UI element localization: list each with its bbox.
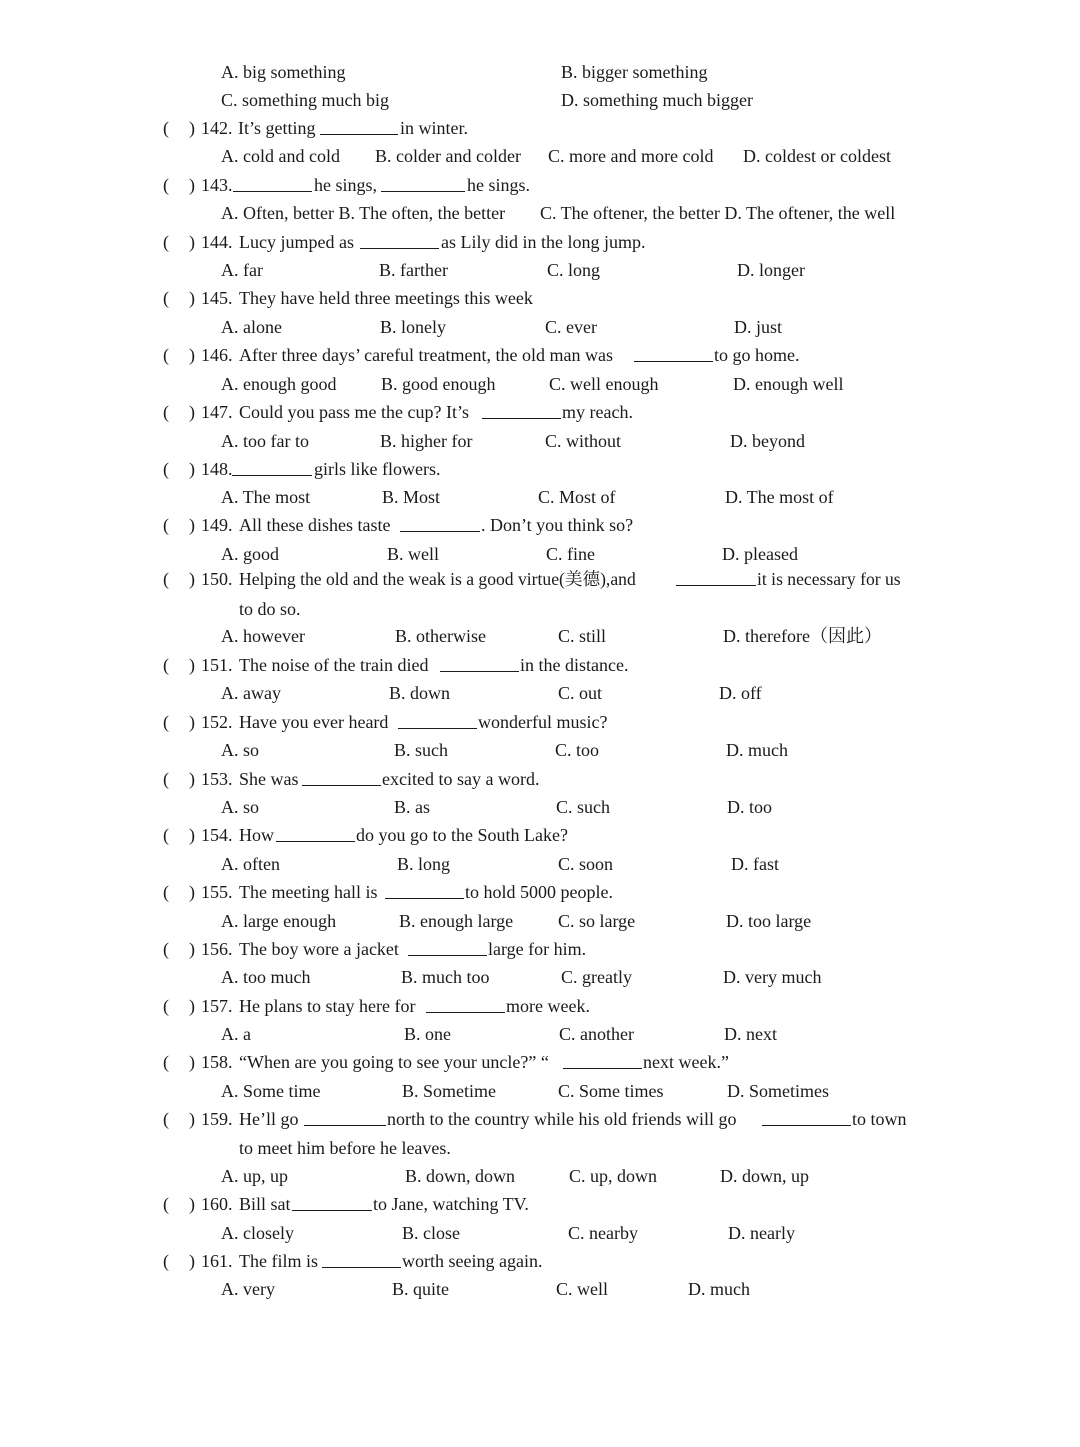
- option: A. enough good: [221, 374, 337, 394]
- option: B. such: [394, 740, 448, 760]
- answer-paren-open[interactable]: (: [163, 175, 169, 195]
- answer-paren-close: ): [189, 882, 195, 902]
- option: A. so: [221, 740, 260, 760]
- option: C. soon: [558, 854, 614, 874]
- answer-paren-close: ): [189, 712, 195, 732]
- question-text: my reach.: [562, 402, 633, 422]
- option: D. much: [688, 1279, 750, 1299]
- option: C. Most of: [538, 487, 616, 507]
- answer-blank[interactable]: [482, 399, 561, 419]
- option: D. therefore（因此）: [723, 626, 882, 646]
- option: A. a: [221, 1024, 251, 1044]
- question-text: to Jane, watching TV.: [373, 1194, 529, 1214]
- question-text: He’ll go: [239, 1109, 299, 1129]
- question-text: next week.”: [643, 1052, 729, 1072]
- answer-paren-open[interactable]: (: [163, 1052, 169, 1072]
- question-text: to do so.: [239, 599, 301, 619]
- question-number: 150.: [201, 569, 233, 589]
- question-number: 151.: [201, 655, 233, 675]
- option: A. big something: [221, 62, 346, 82]
- option: A. Often, better B. The often, the better: [221, 203, 506, 223]
- option: B. long: [397, 854, 451, 874]
- option: C. The oftener, the better D. The oftener, the well: [540, 203, 896, 223]
- answer-paren-close: ): [189, 118, 195, 138]
- answer-paren-close: ): [189, 655, 195, 675]
- question-text: do you go to the South Lake?: [356, 825, 568, 845]
- answer-paren-open[interactable]: (: [163, 118, 169, 138]
- option: A. too much: [221, 967, 311, 987]
- option: B. as: [394, 797, 430, 817]
- option: A. up, up: [221, 1166, 288, 1186]
- answer-paren-close: ): [189, 175, 195, 195]
- answer-paren-close: ): [189, 402, 195, 422]
- option: D. something much bigger: [561, 90, 753, 110]
- option: B. one: [404, 1024, 451, 1044]
- question-text: to meet him before he leaves.: [239, 1138, 451, 1158]
- option: A. too far to: [221, 431, 309, 451]
- option: C. well enough: [549, 374, 659, 394]
- answer-blank[interactable]: [385, 879, 464, 899]
- option: C. such: [556, 797, 610, 817]
- option: D. fast: [731, 854, 779, 874]
- option: C. still: [558, 626, 607, 646]
- answer-blank[interactable]: [634, 342, 713, 362]
- option: D. much: [726, 740, 788, 760]
- question-text: Have you ever heard: [239, 712, 389, 732]
- answer-paren-close: ): [189, 345, 195, 365]
- option: D. too large: [726, 911, 812, 931]
- question-text: She was: [239, 769, 299, 789]
- question-text: girls like flowers.: [314, 459, 441, 479]
- question-text: After three days’ careful treatment, the old man was: [239, 345, 614, 365]
- answer-paren-open[interactable]: (: [163, 712, 169, 732]
- option: C. long: [547, 260, 601, 280]
- option: C. well: [556, 1279, 608, 1299]
- answer-paren-open[interactable]: (: [163, 882, 169, 902]
- option: C. fine: [546, 544, 595, 564]
- option: D. nearly: [728, 1223, 795, 1243]
- option: C. Some times: [558, 1081, 664, 1101]
- question-number: 153.: [201, 769, 233, 789]
- answer-paren-open[interactable]: (: [163, 515, 169, 535]
- answer-blank[interactable]: [360, 229, 439, 249]
- answer-blank[interactable]: [233, 172, 312, 192]
- answer-blank[interactable]: [381, 172, 465, 192]
- question-text: . Don’t you think so?: [481, 515, 634, 535]
- question-number: 142.: [201, 118, 233, 138]
- answer-paren-open[interactable]: (: [163, 655, 169, 675]
- answer-blank[interactable]: [398, 709, 477, 729]
- question-text: wonderful music?: [478, 712, 608, 732]
- question-number: 146.: [201, 345, 233, 365]
- question-number: 148.: [201, 459, 233, 479]
- option: B. quite: [392, 1279, 449, 1299]
- option: D. next: [724, 1024, 777, 1044]
- question-text: Bill sat: [239, 1194, 291, 1214]
- option: C. another: [559, 1024, 634, 1044]
- question-number: 143.: [201, 175, 233, 195]
- answer-paren-close: ): [189, 288, 195, 308]
- answer-paren-close: ): [189, 825, 195, 845]
- answer-paren-close: ): [189, 1052, 195, 1072]
- question-number: 149.: [201, 515, 233, 535]
- question-text: worth seeing again.: [402, 1251, 543, 1271]
- option: C. nearby: [568, 1223, 638, 1243]
- question-text: to town: [852, 1109, 907, 1129]
- question-text: Could you pass me the cup? It’s: [239, 402, 469, 422]
- question-number: 147.: [201, 402, 233, 422]
- answer-blank[interactable]: [676, 566, 756, 586]
- option: D. coldest or coldest: [743, 146, 891, 166]
- answer-paren-open[interactable]: (: [163, 569, 169, 589]
- question-text: The boy wore a jacket: [239, 939, 399, 959]
- option: A. Some time: [221, 1081, 321, 1101]
- question-text: “When are you going to see your uncle?” “: [239, 1052, 549, 1072]
- option: B. close: [402, 1223, 460, 1243]
- option: A. however: [221, 626, 305, 646]
- question-text: more week.: [506, 996, 590, 1016]
- option: B. Sometime: [402, 1081, 496, 1101]
- answer-paren-close: ): [189, 769, 195, 789]
- answer-blank[interactable]: [276, 822, 355, 842]
- option: B. good enough: [381, 374, 496, 394]
- answer-blank[interactable]: [426, 993, 505, 1013]
- option: D. beyond: [730, 431, 805, 451]
- answer-blank[interactable]: [320, 115, 398, 135]
- answer-blank[interactable]: [304, 1106, 386, 1126]
- question-text: Helping the old and the weak is a good virtue(美德),and: [239, 569, 636, 589]
- answer-paren-open[interactable]: (: [163, 1251, 169, 1271]
- option: C. up, down: [569, 1166, 658, 1186]
- option: B. down, down: [405, 1166, 516, 1186]
- option: C. more and more cold: [548, 146, 714, 166]
- question-text: The noise of the train died: [239, 655, 429, 675]
- option: C. ever: [545, 317, 597, 337]
- answer-paren-close: ): [189, 939, 195, 959]
- answer-paren-open[interactable]: (: [163, 232, 169, 252]
- option: A. closely: [221, 1223, 294, 1243]
- answer-blank[interactable]: [563, 1049, 642, 1069]
- option: B. enough large: [399, 911, 514, 931]
- question-number: 157.: [201, 996, 233, 1016]
- answer-paren-close: ): [189, 996, 195, 1016]
- answer-paren-open[interactable]: (: [163, 1194, 169, 1214]
- question-text: in winter.: [400, 118, 468, 138]
- option: C. something much big: [221, 90, 389, 110]
- option: C. so large: [558, 911, 636, 931]
- question-text: it is necessary for us: [757, 569, 901, 589]
- answer-blank[interactable]: [232, 456, 312, 476]
- option: A. away: [221, 683, 281, 703]
- option: D. down, up: [720, 1166, 809, 1186]
- question-text: How: [239, 825, 274, 845]
- question-text: as Lily did in the long jump.: [441, 232, 646, 252]
- question-text: excited to say a word.: [382, 769, 540, 789]
- option: B. Most: [382, 487, 441, 507]
- option: D. enough well: [733, 374, 844, 394]
- question-number: 145.: [201, 288, 233, 308]
- question-text: large for him.: [488, 939, 587, 959]
- answer-paren-open[interactable]: (: [163, 1109, 169, 1129]
- answer-blank[interactable]: [322, 1248, 401, 1268]
- answer-paren-open[interactable]: (: [163, 402, 169, 422]
- option: C. out: [558, 683, 603, 703]
- question-number: 144.: [201, 232, 233, 252]
- option: A. far: [221, 260, 263, 280]
- option: B. higher for: [380, 431, 473, 451]
- question-text: He plans to stay here for: [239, 996, 416, 1016]
- option: A. alone: [221, 317, 282, 337]
- question-number: 155.: [201, 882, 233, 902]
- answer-paren-open[interactable]: (: [163, 288, 169, 308]
- option: B. bigger something: [561, 62, 708, 82]
- option: D. The most of: [725, 487, 834, 507]
- option: B. farther: [379, 260, 448, 280]
- answer-paren-close: ): [189, 569, 195, 589]
- answer-paren-open[interactable]: (: [163, 769, 169, 789]
- question-text: The meeting hall is: [239, 882, 378, 902]
- option: D. very much: [723, 967, 822, 987]
- option: A. good: [221, 544, 279, 564]
- option: B. down: [389, 683, 451, 703]
- question-text: The film is: [239, 1251, 318, 1271]
- option: B. much too: [401, 967, 490, 987]
- question-number: 154.: [201, 825, 233, 845]
- question-number: 156.: [201, 939, 233, 959]
- option: C. greatly: [561, 967, 632, 987]
- answer-paren-close: ): [189, 1109, 195, 1129]
- option: B. otherwise: [395, 626, 486, 646]
- answer-blank[interactable]: [292, 1191, 372, 1211]
- option: A. often: [221, 854, 280, 874]
- question-text: All these dishes taste: [239, 515, 391, 535]
- question-number: 152.: [201, 712, 233, 732]
- option: B. well: [387, 544, 439, 564]
- option: A. large enough: [221, 911, 337, 931]
- question-number: 159.: [201, 1109, 233, 1129]
- answer-blank[interactable]: [408, 936, 487, 956]
- question-text: to go home.: [714, 345, 800, 365]
- question-text: They have held three meetings this week: [239, 288, 533, 308]
- question-text: to hold 5000 people.: [465, 882, 613, 902]
- answer-blank[interactable]: [762, 1106, 851, 1126]
- answer-paren-close: ): [189, 459, 195, 479]
- question-text: he sings,: [314, 175, 377, 195]
- answer-paren-open[interactable]: (: [163, 939, 169, 959]
- answer-paren-open[interactable]: (: [163, 459, 169, 479]
- answer-paren-open[interactable]: (: [163, 825, 169, 845]
- option: C. too: [555, 740, 600, 760]
- option: A. cold and cold: [221, 146, 340, 166]
- option: B. lonely: [380, 317, 446, 337]
- option: A. The most: [221, 487, 311, 507]
- question-text: It’s getting: [238, 118, 316, 138]
- option: C. without: [545, 431, 622, 451]
- option: D. longer: [737, 260, 805, 280]
- answer-blank[interactable]: [400, 512, 480, 532]
- option: D. off: [719, 683, 762, 703]
- answer-paren-close: ): [189, 232, 195, 252]
- question-number: 160.: [201, 1194, 233, 1214]
- answer-paren-open[interactable]: (: [163, 345, 169, 365]
- answer-paren-close: ): [189, 1251, 195, 1271]
- option: D. pleased: [722, 544, 798, 564]
- option: A. so: [221, 797, 260, 817]
- answer-blank[interactable]: [302, 766, 381, 786]
- option: D. just: [734, 317, 783, 337]
- question-number: 161.: [201, 1251, 233, 1271]
- question-text: north to the country while his old friends will go: [387, 1109, 737, 1129]
- answer-paren-close: ): [189, 515, 195, 535]
- option: B. colder and colder: [375, 146, 521, 166]
- answer-paren-open[interactable]: (: [163, 996, 169, 1016]
- answer-blank[interactable]: [440, 652, 519, 672]
- question-text: Lucy jumped as: [239, 232, 354, 252]
- option: D. Sometimes: [727, 1081, 829, 1101]
- option: D. too: [727, 797, 772, 817]
- option: A. very: [221, 1279, 275, 1299]
- question-number: 158.: [201, 1052, 233, 1072]
- question-text: in the distance.: [520, 655, 629, 675]
- answer-paren-close: ): [189, 1194, 195, 1214]
- question-text: he sings.: [467, 175, 530, 195]
